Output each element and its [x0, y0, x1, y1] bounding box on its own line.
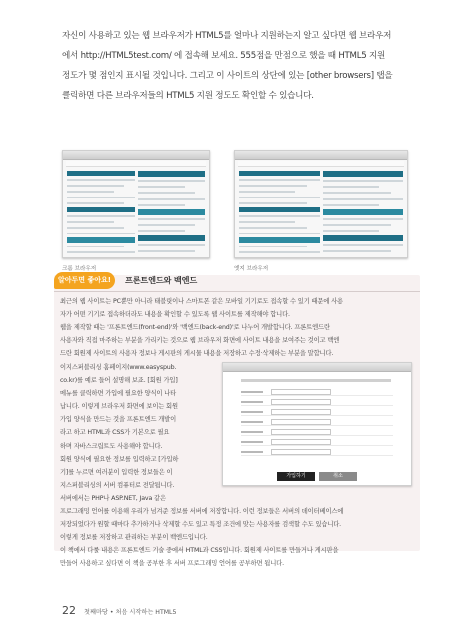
tip-line: 웹을 제작할 때는 '프론트엔드(front-end)'와 '백엔드(back-end)'로 나누어 개발합니다. 프론트엔드란: [60, 324, 330, 332]
tip-line: 저장되었다가 원할 때마다 추가하거나 삭제할 수도 있고 특정 조건에 맞는 사용자를 검색할 수도 있습니다.: [60, 521, 342, 529]
intro-paragraph: [62, 26, 412, 106]
chrome-caption: 크롬 브라우저: [62, 266, 97, 272]
page-number: 22: [62, 604, 76, 617]
running-title: 첫째마당 • 처음 시작하는 HTML5: [84, 609, 177, 616]
intro-line: 자신이 사용하고 있는 웹 브라우저가 HTML5를 얼마나 지원하는지 알고 싶다면 웹 브라우저: [62, 31, 392, 41]
form-row: [241, 389, 393, 396]
form-row: [241, 429, 393, 436]
browser-chrome: [223, 363, 411, 372]
tip-badge: 알아두면 좋아요!: [54, 272, 115, 289]
form-row: [241, 449, 393, 456]
tip-line: 만들어 사용하고 싶다면 이 책을 공부한 후 서버 프로그래밍 언어를 공부하면 됩니다.: [60, 560, 284, 568]
page-footer: [62, 604, 176, 617]
tip-line: 프로그래밍 언어를 이용해 우리가 넘겨준 정보를 서버에 저장합니다. 이런 정보들은 서버의 데이터베이스에: [60, 508, 344, 515]
browser-chrome: [235, 151, 407, 160]
signup-form-screenshot: [222, 362, 412, 486]
browser-chrome: [63, 151, 209, 160]
address-bar: [238, 161, 404, 167]
cancel-button: 취소: [319, 472, 357, 481]
form-row: [241, 409, 393, 416]
tip-line: 이 책에서 다룰 내용은 프론트엔드 기술 중에서 HTML과 CSS입니다. 회원제 사이트를 만들거나 게시판을: [60, 547, 339, 555]
tip-line: 드란 회원제 사이트의 사용자 정보나 게시판의 게시물 내용을 저장하고 수정·삭제하는 부분을 말합니다.: [60, 350, 334, 358]
form-row: [241, 399, 393, 406]
tip-line: 자가 어떤 기기로 접속하더라도 내용을 확인할 수 있도록 웹 사이트를 제작해야 합니다.: [60, 311, 290, 319]
tip-paragraph-top: [60, 295, 416, 360]
edge-browser-screenshot: [234, 150, 408, 258]
tip-line: 회원 양식에 필요한 정보를 입력하고 [가입하: [60, 455, 179, 463]
join-button: 가입하기: [277, 472, 315, 481]
tip-line: co.kr)를 예로 들어 설명해 보죠. [회원 가입]: [60, 377, 178, 385]
tip-title: 프론트엔드와 백엔드: [125, 275, 198, 285]
tip-line: 서버에서는 PHP나 ASP.NET, Java 같은: [60, 494, 166, 502]
tip-line: 라고 하고 HTML과 CSS가 기본으로 필요: [60, 429, 170, 437]
address-bar: [66, 161, 206, 167]
edge-caption: 엣지 브라우저: [234, 266, 269, 272]
tip-divider: [54, 291, 420, 292]
tip-paragraph-bottom: [60, 505, 416, 570]
tip-line: 가입 양식을 만드는 것을 프론트엔드 개발이: [60, 416, 177, 424]
chrome-browser-screenshot: [62, 150, 210, 258]
intro-line: 에서 http://HTML5test.com/ 에 접속해 보세요. 555점을 만점으로 했을 때 HTML5 지원: [62, 51, 386, 61]
tip-line: 기]를 누르면 여러분이 입력한 정보들은 이: [60, 468, 173, 476]
intro-line: 정도가 몇 점인지 표시될 것입니다. 그리고 이 사이트의 상단에 있는 [other browsers] 탭을: [62, 71, 393, 81]
intro-line: 클릭하면 다른 브라우저들의 HTML5 지원 정도도 확인할 수 있습니다.: [62, 91, 314, 101]
form-heading-placeholder: [241, 379, 391, 382]
tip-line: 사용자와 직접 마주하는 부분을 가리키는 것으로 웹 브라우저 화면에 사이트 내용을 보여주는 것이고 백엔: [60, 337, 340, 345]
tip-line: 지스퍼블리싱의 서버 컴퓨터로 전달됩니다.: [60, 481, 175, 489]
form-row: [241, 419, 393, 426]
screenshot-content: [67, 171, 205, 254]
tip-line: 이렇게 정보를 저장하고 관리하는 부분이 백엔드입니다.: [60, 534, 208, 542]
tip-line: 메뉴를 클릭하면 가입에 필요한 양식이 나타: [60, 390, 177, 398]
form-row: [241, 439, 393, 446]
screenshot-content: [239, 171, 403, 254]
tip-line: 최근의 웹 사이트는 PC뿐만 아니라 태블릿이나 스마트폰 같은 모바일 기기로도 접속할 수 있기 때문에 사용: [60, 298, 343, 305]
tip-line: 납니다. 이렇게 브라우저 화면에 보이는 회원: [60, 403, 178, 411]
tip-line: 이지스퍼블리싱 홈페이지(www.easyspub.: [60, 364, 177, 371]
tip-paragraph-narrow: [60, 361, 212, 505]
tip-line: 하며 자바스크립트도 사용해야 합니다.: [60, 442, 163, 450]
